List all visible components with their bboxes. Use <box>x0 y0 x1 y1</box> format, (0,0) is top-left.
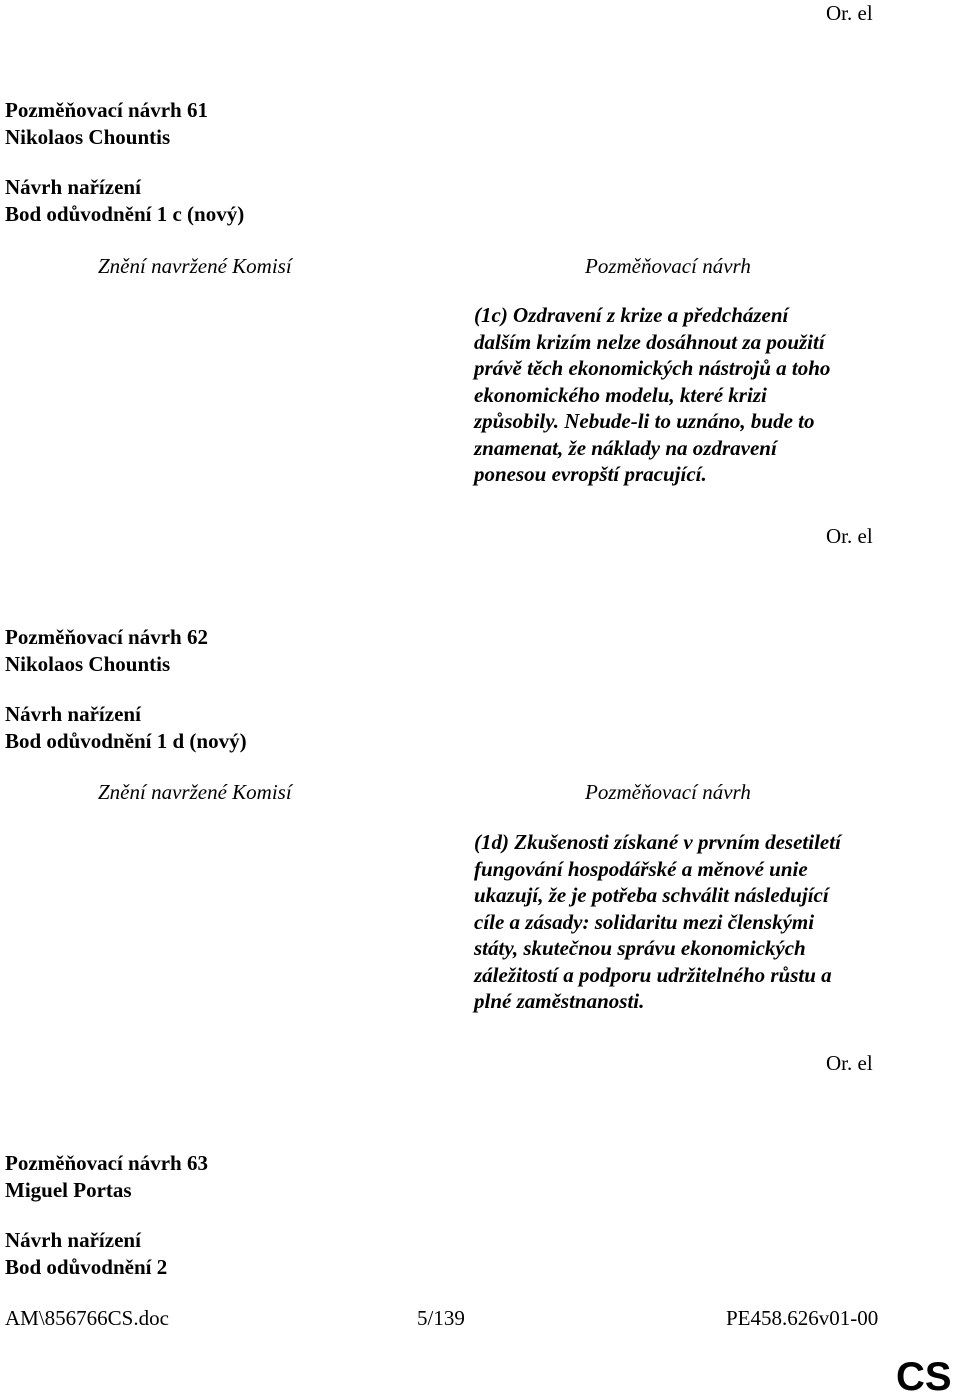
amendment-62-lang: Or. el <box>826 1051 873 1075</box>
amendment-61-lang: Or. el <box>826 524 873 548</box>
amendment-61-reference: Bod odůvodnění 1 c (nový) <box>5 202 245 226</box>
footer-page-number: 5/139 <box>417 1306 465 1330</box>
footer-doc-ref: AM\856766CS.doc <box>5 1306 169 1330</box>
amendment-61-text-line: (1c) Ozdravení z krize a předcházení <box>474 303 789 327</box>
amendment-61-text-line: způsobily. Nebude-li to uznáno, bude to <box>474 409 815 433</box>
amendment-63-title: Pozměňovací návrh 63 <box>5 1151 208 1175</box>
footer-pe-ref: PE458.626v01-00 <box>726 1306 879 1330</box>
amendment-62-text-line: fungování hospodářské a měnové unie <box>474 856 808 881</box>
amendment-61-text-line: ponesou evropští pracující. <box>474 462 707 486</box>
amendment-61-author: Nikolaos Chountis <box>5 125 171 149</box>
amendment-62-text <box>474 829 894 1015</box>
language-mark: CS <box>896 1355 952 1399</box>
amendment-62-text-line: (1d) Zkušenosti získané v prvním desetiletí <box>474 830 841 854</box>
amendment-61-text-line: dalším krizím nelze dosáhnout za použití <box>474 329 825 354</box>
amendment-61-title: Pozměňovací návrh 61 <box>5 98 208 122</box>
amendment-61-col-amendment: Pozměňovací návrh <box>585 254 751 278</box>
amendment-61-col-commission: Znění navržené Komisí <box>98 254 292 278</box>
amendment-62-author: Nikolaos Chountis <box>5 652 171 676</box>
amendment-63-proposal: Návrh nařízení <box>5 1228 141 1252</box>
amendment-61-text-line: právě těch ekonomických nástrojů a toho <box>474 356 831 380</box>
amendment-62-title: Pozměňovací návrh 62 <box>5 625 208 649</box>
amendment-62-col-commission: Znění navržené Komisí <box>98 780 292 804</box>
amendment-62-proposal: Návrh nařízení <box>5 702 141 726</box>
amendment-63-reference: Bod odůvodnění 2 <box>5 1255 168 1279</box>
amendment-62-col-amendment: Pozměňovací návrh <box>585 780 751 804</box>
amendment-62-text-line: státy, skutečnou správu ekonomických <box>474 936 806 960</box>
amendment-62-text-line: záležitostí a podporu udržitelného růstu a <box>474 962 832 987</box>
amendment-62-reference: Bod odůvodnění 1 d (nový) <box>5 729 247 753</box>
amendment-61-text-line: ekonomického modelu, které krizi <box>474 382 767 407</box>
amendment-61-proposal: Návrh nařízení <box>5 175 141 199</box>
amendment-61-text <box>474 302 894 488</box>
amendment-62-text-line: cíle a zásady: solidaritu mezi členskými <box>474 909 815 934</box>
amendment-62-text-line: ukazují, že je potřeba schválit následující <box>474 883 829 907</box>
amendment-62-text-line: plné zaměstnanosti. <box>474 989 645 1013</box>
original-language-top: Or. el <box>826 1 873 25</box>
amendment-63-author: Miguel Portas <box>5 1178 132 1202</box>
amendment-61-text-line: znamenat, že náklady na ozdravení <box>474 435 777 460</box>
